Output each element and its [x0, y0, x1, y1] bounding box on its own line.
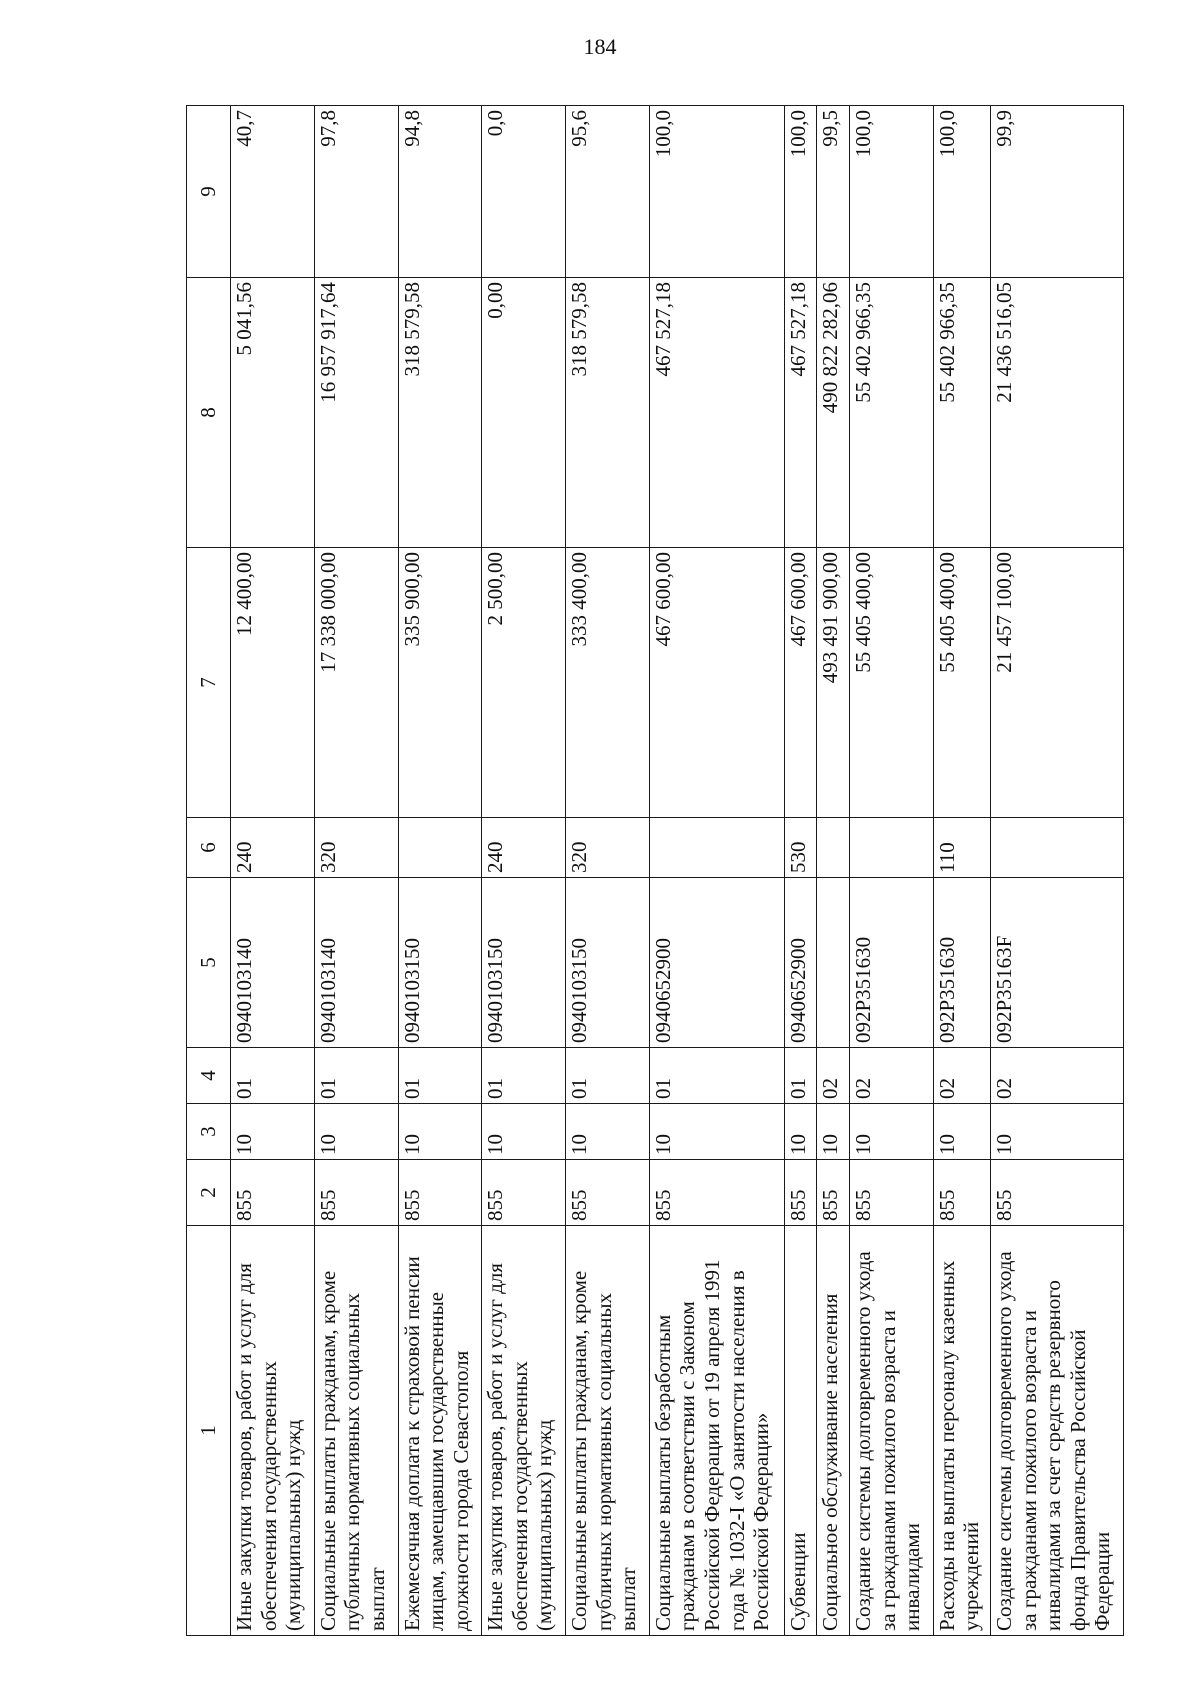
cell-c9: 99,9: [991, 106, 1124, 278]
row-name: Иные закупки товаров, работ и услуг для обеспечения государственных (муниципальных) нужд: [231, 1226, 315, 1636]
row-name: Ежемесячная доплата к страховой пенсии лицам, замещавшим государственные должности города Севастополя: [398, 1226, 482, 1636]
cell-c4: 01: [314, 1048, 398, 1104]
cell-c6: [649, 818, 784, 878]
cell-c5: [817, 878, 850, 1048]
row-name: Создание системы долговременного ухода за гражданами пожилого возраста и инвалидами за счет средств резервного фонда Правительства Российской Федерации: [991, 1226, 1124, 1636]
cell-c3: 10: [784, 1104, 817, 1160]
cell-c8: 467 527,18: [784, 278, 817, 548]
cell-c9: 100,0: [850, 106, 934, 278]
cell-c5: 092P35163F: [991, 878, 1124, 1048]
cell-c7: 55 405 400,00: [933, 548, 990, 818]
cell-c7: 21 457 100,00: [991, 548, 1124, 818]
cell-c7: 12 400,00: [231, 548, 315, 818]
cell-c9: 40,7: [231, 106, 315, 278]
table-row: [850, 106, 934, 1636]
cell-c6: 240: [231, 818, 315, 878]
table-row: [933, 106, 990, 1636]
cell-c6: [850, 818, 934, 878]
page-number: 184: [583, 34, 617, 59]
cell-c5: 0940652900: [649, 878, 784, 1048]
col-header-5: 5: [187, 878, 231, 1048]
col-header-7: 7: [187, 548, 231, 818]
cell-c6: [398, 818, 482, 878]
cell-c2: 855: [817, 1160, 850, 1226]
cell-c5: 092P351630: [850, 878, 934, 1048]
cell-c7: 333 400,00: [566, 548, 650, 818]
cell-c8: 55 402 966,35: [933, 278, 990, 548]
cell-c7: 467 600,00: [784, 548, 817, 818]
cell-c3: 10: [649, 1104, 784, 1160]
cell-c3: 10: [398, 1104, 482, 1160]
cell-c2: 855: [784, 1160, 817, 1226]
budget-table: [186, 105, 1124, 1636]
cell-c9: 99,5: [817, 106, 850, 278]
cell-c3: 10: [991, 1104, 1124, 1160]
cell-c3: 10: [314, 1104, 398, 1160]
table-row: [784, 106, 817, 1636]
cell-c5: 0940103140: [231, 878, 315, 1048]
cell-c2: 855: [398, 1160, 482, 1226]
cell-c4: 01: [566, 1048, 650, 1104]
cell-c9: 95,6: [566, 106, 650, 278]
cell-c6: 320: [314, 818, 398, 878]
cell-c6: 110: [933, 818, 990, 878]
col-header-6: 6: [187, 818, 231, 878]
cell-c3: 10: [933, 1104, 990, 1160]
cell-c7: 493 491 900,00: [817, 548, 850, 818]
row-name: Социальные выплаты гражданам, кроме публичных нормативных социальных выплат: [314, 1226, 398, 1636]
cell-c8: 5 041,56: [231, 278, 315, 548]
row-name: Расходы на выплаты персоналу казенных учреждений: [933, 1226, 990, 1636]
cell-c8: 490 822 282,06: [817, 278, 850, 548]
cell-c7: 55 405 400,00: [850, 548, 934, 818]
cell-c3: 10: [566, 1104, 650, 1160]
cell-c5: 0940103150: [566, 878, 650, 1048]
row-name: Социальные выплаты безработным гражданам в соответствии с Законом Российской Федерации от 19 апреля 1991 года № 1032-I «О занятости населения в Российской Федерации»: [649, 1226, 784, 1636]
cell-c8: 16 957 917,64: [314, 278, 398, 548]
table-row: [817, 106, 850, 1636]
col-header-4: 4: [187, 1048, 231, 1104]
cell-c3: 10: [817, 1104, 850, 1160]
cell-c6: 320: [566, 818, 650, 878]
cell-c7: 335 900,00: [398, 548, 482, 818]
cell-c2: 855: [649, 1160, 784, 1226]
col-header-8: 8: [187, 278, 231, 548]
cell-c5: 0940103150: [398, 878, 482, 1048]
row-name: Субвенции: [784, 1226, 817, 1636]
cell-c2: 855: [850, 1160, 934, 1226]
cell-c7: 467 600,00: [649, 548, 784, 818]
cell-c8: 21 436 516,05: [991, 278, 1124, 548]
cell-c3: 10: [482, 1104, 566, 1160]
table-row: [991, 106, 1124, 1636]
table-row: [566, 106, 650, 1636]
cell-c6: 240: [482, 818, 566, 878]
cell-c9: 100,0: [933, 106, 990, 278]
cell-c6: 530: [784, 818, 817, 878]
row-name: Социальные выплаты гражданам, кроме публичных нормативных социальных выплат: [566, 1226, 650, 1636]
cell-c5: 092P351630: [933, 878, 990, 1048]
cell-c7: 2 500,00: [482, 548, 566, 818]
cell-c2: 855: [991, 1160, 1124, 1226]
cell-c2: 855: [933, 1160, 990, 1226]
cell-c5: 0940103140: [314, 878, 398, 1048]
cell-c4: 01: [649, 1048, 784, 1104]
cell-c3: 10: [850, 1104, 934, 1160]
cell-c4: 01: [784, 1048, 817, 1104]
cell-c3: 10: [231, 1104, 315, 1160]
cell-c4: 01: [231, 1048, 315, 1104]
cell-c4: 02: [850, 1048, 934, 1104]
cell-c2: 855: [231, 1160, 315, 1226]
row-name: Создание системы долговременного ухода за гражданами пожилого возраста и инвалидами: [850, 1226, 934, 1636]
cell-c4: 01: [398, 1048, 482, 1104]
cell-c9: 94,8: [398, 106, 482, 278]
rotated-table-container: [186, 106, 1124, 1636]
row-name: Иные закупки товаров, работ и услуг для обеспечения государственных (муниципальных) нужд: [482, 1226, 566, 1636]
col-header-9: 9: [187, 106, 231, 278]
cell-c6: [991, 818, 1124, 878]
cell-c9: 97,8: [314, 106, 398, 278]
col-header-3: 3: [187, 1104, 231, 1160]
cell-c9: 0,0: [482, 106, 566, 278]
cell-c4: 01: [482, 1048, 566, 1104]
cell-c8: 55 402 966,35: [850, 278, 934, 548]
cell-c2: 855: [566, 1160, 650, 1226]
cell-c8: 318 579,58: [566, 278, 650, 548]
cell-c8: 0,00: [482, 278, 566, 548]
cell-c5: 0940103150: [482, 878, 566, 1048]
table-row: [314, 106, 398, 1636]
cell-c4: 02: [933, 1048, 990, 1104]
table-row: [231, 106, 315, 1636]
col-header-1: 1: [187, 1226, 231, 1636]
cell-c6: [817, 818, 850, 878]
cell-c8: 467 527,18: [649, 278, 784, 548]
cell-c4: 02: [817, 1048, 850, 1104]
cell-c7: 17 338 000,00: [314, 548, 398, 818]
table-row: [482, 106, 566, 1636]
col-header-2: 2: [187, 1160, 231, 1226]
table-row: [649, 106, 784, 1636]
cell-c2: 855: [314, 1160, 398, 1226]
cell-c9: 100,0: [649, 106, 784, 278]
cell-c8: 318 579,58: [398, 278, 482, 548]
cell-c5: 0940652900: [784, 878, 817, 1048]
header-row: [187, 106, 231, 1636]
row-name: Социальное обслуживание населения: [817, 1226, 850, 1636]
cell-c4: 02: [991, 1048, 1124, 1104]
cell-c2: 855: [482, 1160, 566, 1226]
cell-c9: 100,0: [784, 106, 817, 278]
table-row: [398, 106, 482, 1636]
